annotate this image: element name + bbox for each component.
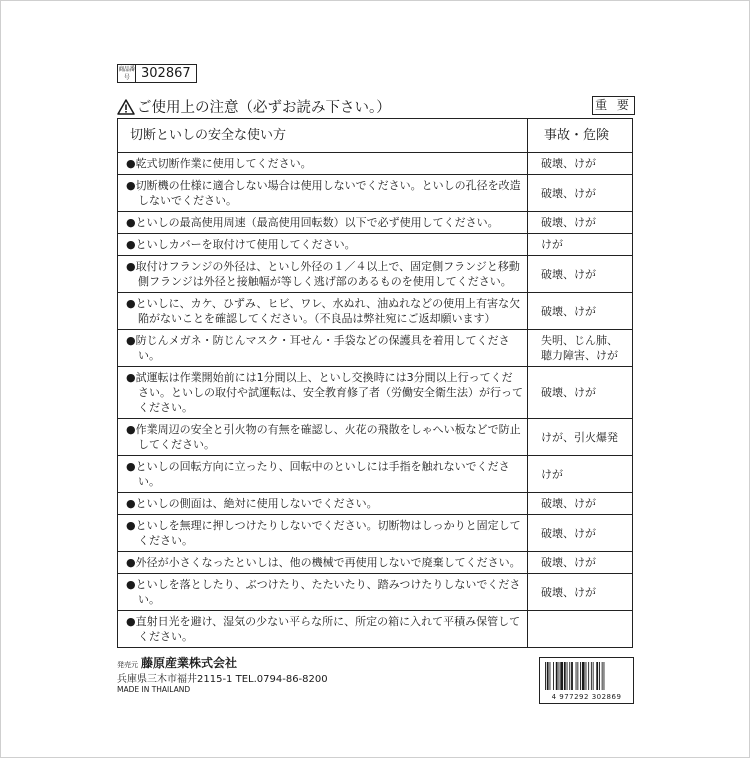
hazard-text: 破壊、けが (541, 186, 596, 200)
hazard-cell (528, 234, 633, 256)
table-row (118, 419, 633, 456)
usage-instruction: ●取付けフランジの外径は、といし外径の１／４以上で、固定側フランジと移動側フランジは外径と接触幅が等しく逃げ部のあるものを使用してください。 (118, 256, 528, 293)
usage-instruction: ●といしに、カケ、ひずみ、ヒビ、ワレ、水ぬれ、油ぬれなどの使用上有害な欠陥がないことを確認してください。（不良品は弊社宛にご返却願います） (118, 293, 528, 330)
table-row (118, 367, 633, 419)
warning-triangle-icon (117, 99, 135, 115)
hazard-text: 破壊、けが (541, 585, 596, 599)
table-row (118, 293, 633, 330)
hazard-text: 破壊、けが (541, 157, 596, 170)
usage-instruction: ●といしの側面は、絶対に使用しないでください。 (118, 493, 528, 515)
hazard-cell (528, 293, 633, 330)
usage-instruction: ●といしの回転方向に立ったり、回転中のといしには手指を触れないでください。 (118, 456, 528, 493)
hazard-text: けが (541, 238, 563, 251)
hazard-cell (528, 367, 633, 419)
table-row (118, 611, 633, 648)
hazard-text: けが (541, 467, 563, 481)
publisher-line (117, 654, 237, 671)
column-header-hazard: 事故・危険 (528, 119, 633, 153)
notice-title: ご使用上の注意（必ずお読み下さい。） (137, 100, 391, 116)
table-row (118, 552, 633, 574)
usage-instruction: ●外径が小さくなったといしは、他の機械で再使用しないで廃棄してください。 (118, 552, 528, 574)
table-header-row (118, 119, 633, 153)
hazard-text: 破壊、けが (541, 386, 596, 399)
product-code-label: 商品番号 (118, 66, 135, 81)
publisher-address: 兵庫県三木市福井2115-1 TEL.0794-86-8200 (117, 674, 328, 685)
made-in-label: MADE IN THAILAND (117, 685, 191, 694)
table-row (118, 456, 633, 493)
product-code-number: 302867 (141, 66, 191, 81)
product-code-box (117, 64, 197, 83)
notice-heading (117, 96, 391, 117)
hazard-text: 破壊、けが (541, 556, 596, 569)
usage-instruction: ●切断機の仕様に適合しない場合は使用しないでください。といしの孔径を改造しないでください。 (118, 175, 528, 212)
publisher-name: 藤原産業株式会社 (141, 656, 238, 670)
hazard-text: 破壊、けが (541, 267, 596, 281)
table-row (118, 153, 633, 175)
usage-instruction: ●防じんメガネ・防じんマスク・耳せん・手袋などの保護具を着用してください。 (118, 330, 528, 367)
hazard-cell (528, 574, 633, 611)
hazard-text: けが、引火爆発 (541, 430, 618, 444)
table-row (118, 515, 633, 552)
table-row (118, 330, 633, 367)
publisher-label: 発売元 (117, 661, 138, 669)
column-header-usage: 切断といしの安全な使い方 (118, 119, 528, 153)
safety-table (117, 118, 633, 648)
hazard-cell (528, 330, 633, 367)
usage-instruction: ●直射日光を避け、湿気の少ない平らな所に、所定の箱に入れて平積み保管してください。 (118, 611, 528, 648)
barcode-icon (545, 662, 628, 690)
usage-instruction: ●といしカバーを取付けて使用してください。 (118, 234, 528, 256)
usage-instruction: ●試運転は作業開始前には1分間以上、といし交換時には3分間以上行ってください。といしの取付や試運転は、安全教育修了者（労働安全衛生法）が行ってください。 (118, 367, 528, 419)
usage-instruction: ●作業周辺の安全と引火物の有無を確認し、火花の飛散をしゃへい板などで防止してください。 (118, 419, 528, 456)
table-row (118, 175, 633, 212)
table-row (118, 212, 633, 234)
hazard-cell (528, 175, 633, 212)
hazard-text: 破壊、けが (541, 216, 596, 229)
hazard-cell (528, 515, 633, 552)
hazard-cell (528, 456, 633, 493)
hazard-text: 破壊、けが (541, 526, 596, 540)
table-row (118, 493, 633, 515)
hazard-cell (528, 212, 633, 234)
hazard-cell (528, 256, 633, 293)
usage-instruction: ●乾式切断作業に使用してください。 (118, 153, 528, 175)
usage-instruction: ●といしの最高使用周速（最高使用回転数）以下で必ず使用してください。 (118, 212, 528, 234)
hazard-cell (528, 493, 633, 515)
hazard-text: 聴力障害、けが (541, 349, 618, 362)
table-row (118, 574, 633, 611)
usage-instruction: ●といしを無理に押しつけたりしないでください。切断物はしっかりと固定してください。 (118, 515, 528, 552)
hazard-text: 破壊、けが (541, 304, 596, 318)
hazard-cell (528, 419, 633, 456)
table-row (118, 256, 633, 293)
hazard-cell (528, 552, 633, 574)
hazard-cell (528, 611, 633, 648)
barcode-box (539, 657, 634, 704)
usage-instruction: ●といしを落としたり、ぶつけたり、たたいたり、踏みつけたりしないでください。 (118, 574, 528, 611)
table-row (118, 234, 633, 256)
barcode-digits: 4 977292 302869 (551, 693, 622, 701)
important-badge: 重 要 (592, 96, 635, 115)
hazard-text: 破壊、けが (541, 497, 596, 510)
hazard-cell (528, 153, 633, 175)
hazard-text: 失明、じん肺、 (541, 334, 618, 347)
